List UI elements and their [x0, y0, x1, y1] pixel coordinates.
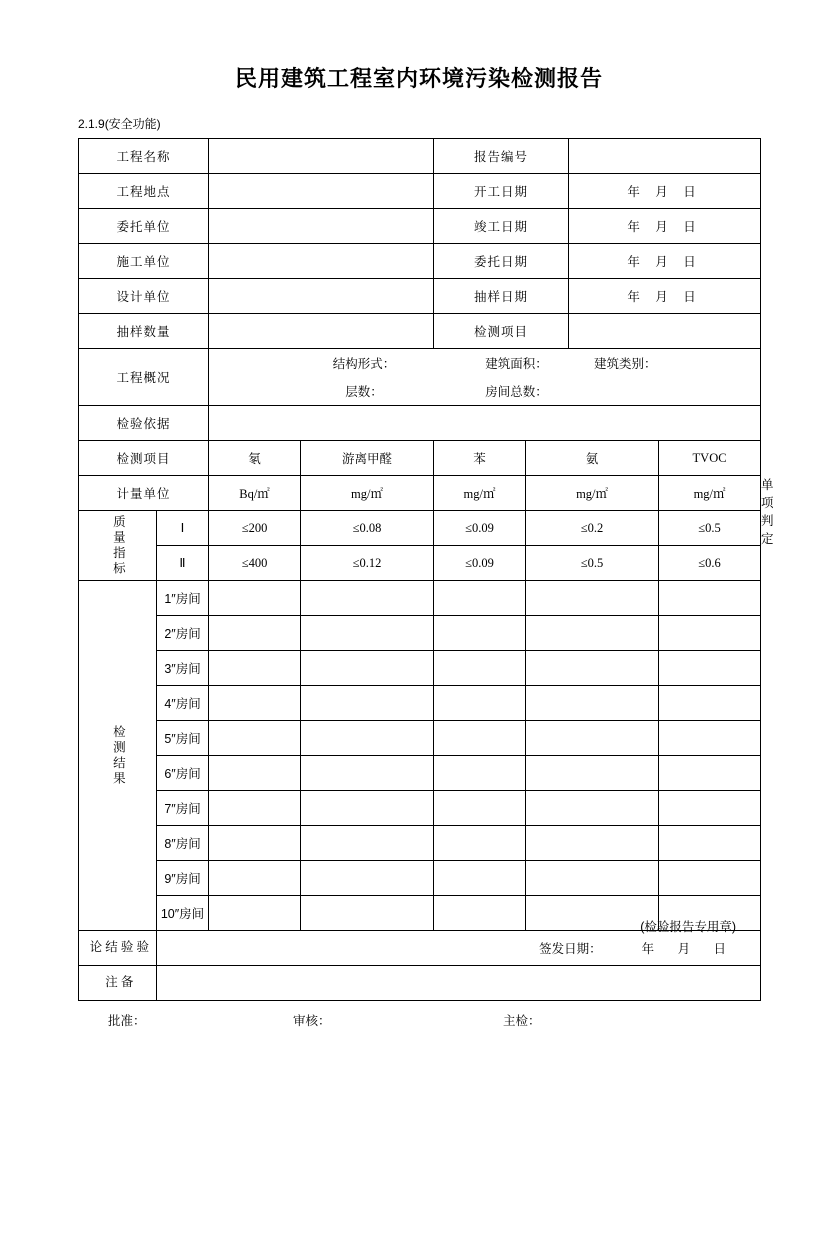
report-page: [0, 62, 838, 1248]
test-item-label: 检测项目: [79, 441, 209, 476]
room-value-tvoc[interactable]: [659, 616, 761, 651]
info-label-right: 竣工日期: [434, 209, 569, 244]
basis-row: [79, 406, 761, 441]
overview-label: 工程概况: [79, 349, 209, 406]
grade-value: ≤0.2: [526, 511, 659, 546]
sign-date-value: 年 月 日: [641, 942, 737, 956]
room-value-benzene[interactable]: [434, 756, 526, 791]
room-value-formaldehyde[interactable]: [301, 756, 434, 791]
remark-label-text: 备 注: [103, 975, 134, 991]
grade-value: ≤0.09: [434, 511, 526, 546]
room-value-radon[interactable]: [209, 791, 301, 826]
info-label-left: 设计单位: [79, 279, 209, 314]
result-row: [79, 756, 761, 791]
result-row: [79, 826, 761, 861]
result-row: [79, 616, 761, 651]
grade-value: ≤0.12: [301, 546, 434, 581]
overview-room-total: 房间总数：: [485, 385, 548, 399]
room-value-tvoc[interactable]: [659, 826, 761, 861]
info-value-right[interactable]: [569, 139, 761, 174]
info-label-left: 施工单位: [79, 244, 209, 279]
room-label: 9″房间: [157, 861, 209, 896]
overview-structure-form: 结构形式：: [332, 357, 396, 371]
room-value-formaldehyde[interactable]: [301, 826, 434, 861]
grade-value: ≤0.5: [526, 546, 659, 581]
info-label-left: 工程地点: [79, 174, 209, 209]
overview-building-category: 建筑类别：: [594, 357, 657, 371]
room-value-radon[interactable]: [209, 616, 301, 651]
seal-note: (检验报告专用章): [640, 920, 737, 934]
info-label-right: 开工日期: [434, 174, 569, 209]
result-row: [79, 721, 761, 756]
table-row: [79, 139, 761, 174]
info-value-left[interactable]: [209, 209, 434, 244]
test-item-ammonia: 氨: [526, 441, 659, 476]
room-label: 6″房间: [157, 756, 209, 791]
info-value-right[interactable]: 年 月 日: [569, 209, 761, 244]
signature-footer: [78, 1011, 760, 1029]
grade-value: ≤0.6: [659, 546, 761, 581]
grade-value: ≤0.08: [301, 511, 434, 546]
room-label: 2″房间: [157, 616, 209, 651]
room-value-tvoc[interactable]: [659, 581, 761, 616]
basis-label: 检验依据: [79, 406, 209, 441]
result-row: [79, 651, 761, 686]
room-value-radon[interactable]: [209, 861, 301, 896]
report-table: [78, 138, 774, 1001]
room-value-ammonia[interactable]: [526, 581, 659, 616]
info-value-right[interactable]: 年 月 日: [569, 244, 761, 279]
room-value-benzene[interactable]: [434, 651, 526, 686]
basis-value[interactable]: [209, 406, 761, 441]
room-value-formaldehyde[interactable]: [301, 651, 434, 686]
unit-label: 计量单位: [79, 476, 209, 511]
result-row: [79, 861, 761, 896]
room-value-benzene[interactable]: [434, 896, 526, 931]
grade-row: [79, 511, 761, 546]
results-label-text: 检测结果: [111, 724, 126, 787]
room-value-radon[interactable]: [209, 721, 301, 756]
result-row: [79, 581, 761, 616]
overview-building-area: 建筑面积：: [485, 357, 548, 371]
unit-radon: Bq/㎡: [209, 476, 301, 511]
room-value-benzene[interactable]: [434, 791, 526, 826]
approver-label: 批准：: [108, 1014, 146, 1028]
unit-benzene: mg/㎡: [434, 476, 526, 511]
results-label: [79, 581, 157, 931]
unit-ammonia: mg/㎡: [526, 476, 659, 511]
table-row: [79, 279, 761, 314]
room-value-radon[interactable]: [209, 686, 301, 721]
room-value-radon[interactable]: [209, 651, 301, 686]
room-label: 5″房间: [157, 721, 209, 756]
grade-name: Ⅱ: [157, 546, 209, 581]
room-value-ammonia[interactable]: [526, 861, 659, 896]
grade-value: ≤200: [209, 511, 301, 546]
grade-name: Ⅰ: [157, 511, 209, 546]
room-value-ammonia[interactable]: [526, 791, 659, 826]
quality-index-text: 质量指标: [111, 514, 126, 577]
room-value-ammonia[interactable]: [526, 651, 659, 686]
page-title: 民用建筑工程室内环境污染检测报告: [234, 66, 603, 91]
info-label-left: 委托单位: [79, 209, 209, 244]
room-label: 1″房间: [157, 581, 209, 616]
info-value-right[interactable]: 年 月 日: [569, 279, 761, 314]
info-value-left[interactable]: [209, 174, 434, 209]
remark-label: [79, 966, 157, 1001]
grade-value: ≤400: [209, 546, 301, 581]
grade-value: ≤0.5: [659, 511, 761, 546]
info-value-right[interactable]: 年 月 日: [569, 174, 761, 209]
test-item-radon: 氡: [209, 441, 301, 476]
room-value-tvoc[interactable]: [659, 651, 761, 686]
remark-row: [79, 966, 761, 1001]
info-value-left[interactable]: [209, 139, 434, 174]
info-label-right: 抽样日期: [434, 279, 569, 314]
result-row: [79, 686, 761, 721]
info-value-left[interactable]: [209, 244, 434, 279]
chief-inspector-label: 主检：: [503, 1014, 541, 1028]
room-value-benzene[interactable]: [434, 686, 526, 721]
room-value-benzene[interactable]: [434, 721, 526, 756]
room-value-formaldehyde[interactable]: [301, 896, 434, 931]
table-row: [79, 244, 761, 279]
conclusion-content[interactable]: [157, 920, 761, 966]
grade-value: ≤0.09: [434, 546, 526, 581]
info-label-right: 委托日期: [434, 244, 569, 279]
info-label-right: 检测项目: [434, 314, 569, 349]
room-value-ammonia[interactable]: [526, 896, 659, 931]
reviewer-label: 审核：: [293, 1014, 331, 1028]
room-value-benzene[interactable]: [434, 826, 526, 861]
info-label-left: 工程名称: [79, 139, 209, 174]
test-items-row: 检测项目 氡 游离甲醛 苯 氨 TVOC 单项判定: [79, 441, 761, 476]
room-value-radon[interactable]: [209, 896, 301, 931]
room-label: 7″房间: [157, 791, 209, 826]
test-item-formaldehyde: 游离甲醛: [301, 441, 434, 476]
info-label-left: 抽样数量: [79, 314, 209, 349]
test-item-benzene: 苯: [434, 441, 526, 476]
room-label: 3″房间: [157, 651, 209, 686]
conclusion-label: [79, 931, 157, 966]
room-value-radon[interactable]: [209, 581, 301, 616]
result-row: [79, 791, 761, 826]
table-row: [79, 314, 761, 349]
conclusion-row: [79, 931, 761, 966]
info-label-right: 报告编号: [434, 139, 569, 174]
room-value-benzene[interactable]: [434, 616, 526, 651]
room-value-formaldehyde[interactable]: [301, 686, 434, 721]
room-value-radon[interactable]: [209, 826, 301, 861]
room-value-tvoc[interactable]: [659, 791, 761, 826]
units-row: [79, 476, 761, 511]
info-value-left[interactable]: [209, 314, 434, 349]
remark-value[interactable]: [157, 966, 761, 1001]
room-value-radon[interactable]: [209, 756, 301, 791]
table-row: [79, 174, 761, 209]
room-label: 4″房间: [157, 686, 209, 721]
quality-index-label: [79, 511, 157, 581]
unit-formaldehyde: mg/㎡: [301, 476, 434, 511]
overview-row: [79, 349, 761, 406]
room-value-formaldehyde[interactable]: [301, 616, 434, 651]
room-value-formaldehyde[interactable]: [301, 791, 434, 826]
room-label: 8″房间: [157, 826, 209, 861]
room-value-formaldehyde[interactable]: [301, 581, 434, 616]
room-value-benzene[interactable]: [434, 861, 526, 896]
room-value-tvoc[interactable]: [659, 756, 761, 791]
unit-tvoc: mg/㎡: [659, 476, 761, 511]
test-item-tvoc: TVOC: [659, 441, 761, 476]
overview-floors: 层数：: [345, 385, 383, 399]
room-value-ammonia[interactable]: [526, 616, 659, 651]
table-row: [79, 209, 761, 244]
room-value-tvoc[interactable]: [659, 861, 761, 896]
conclusion-label-text: 验 验 结 论: [87, 940, 149, 956]
sign-date: [539, 939, 736, 957]
document-code: 2.1.9(安全功能): [78, 117, 161, 131]
room-value-ammonia[interactable]: [526, 756, 659, 791]
room-value-ammonia[interactable]: [526, 826, 659, 861]
overview-content[interactable]: [209, 349, 761, 406]
room-value-formaldehyde[interactable]: [301, 721, 434, 756]
info-value-left[interactable]: [209, 279, 434, 314]
room-value-tvoc[interactable]: [659, 686, 761, 721]
room-value-tvoc[interactable]: [659, 721, 761, 756]
info-value-right[interactable]: [569, 314, 761, 349]
room-value-ammonia[interactable]: [526, 721, 659, 756]
sign-date-label: 签发日期：: [539, 942, 602, 956]
room-label: 10″房间: [157, 896, 209, 931]
room-value-formaldehyde[interactable]: [301, 861, 434, 896]
room-value-benzene[interactable]: [434, 581, 526, 616]
room-value-ammonia[interactable]: [526, 686, 659, 721]
grade-row: [79, 546, 761, 581]
